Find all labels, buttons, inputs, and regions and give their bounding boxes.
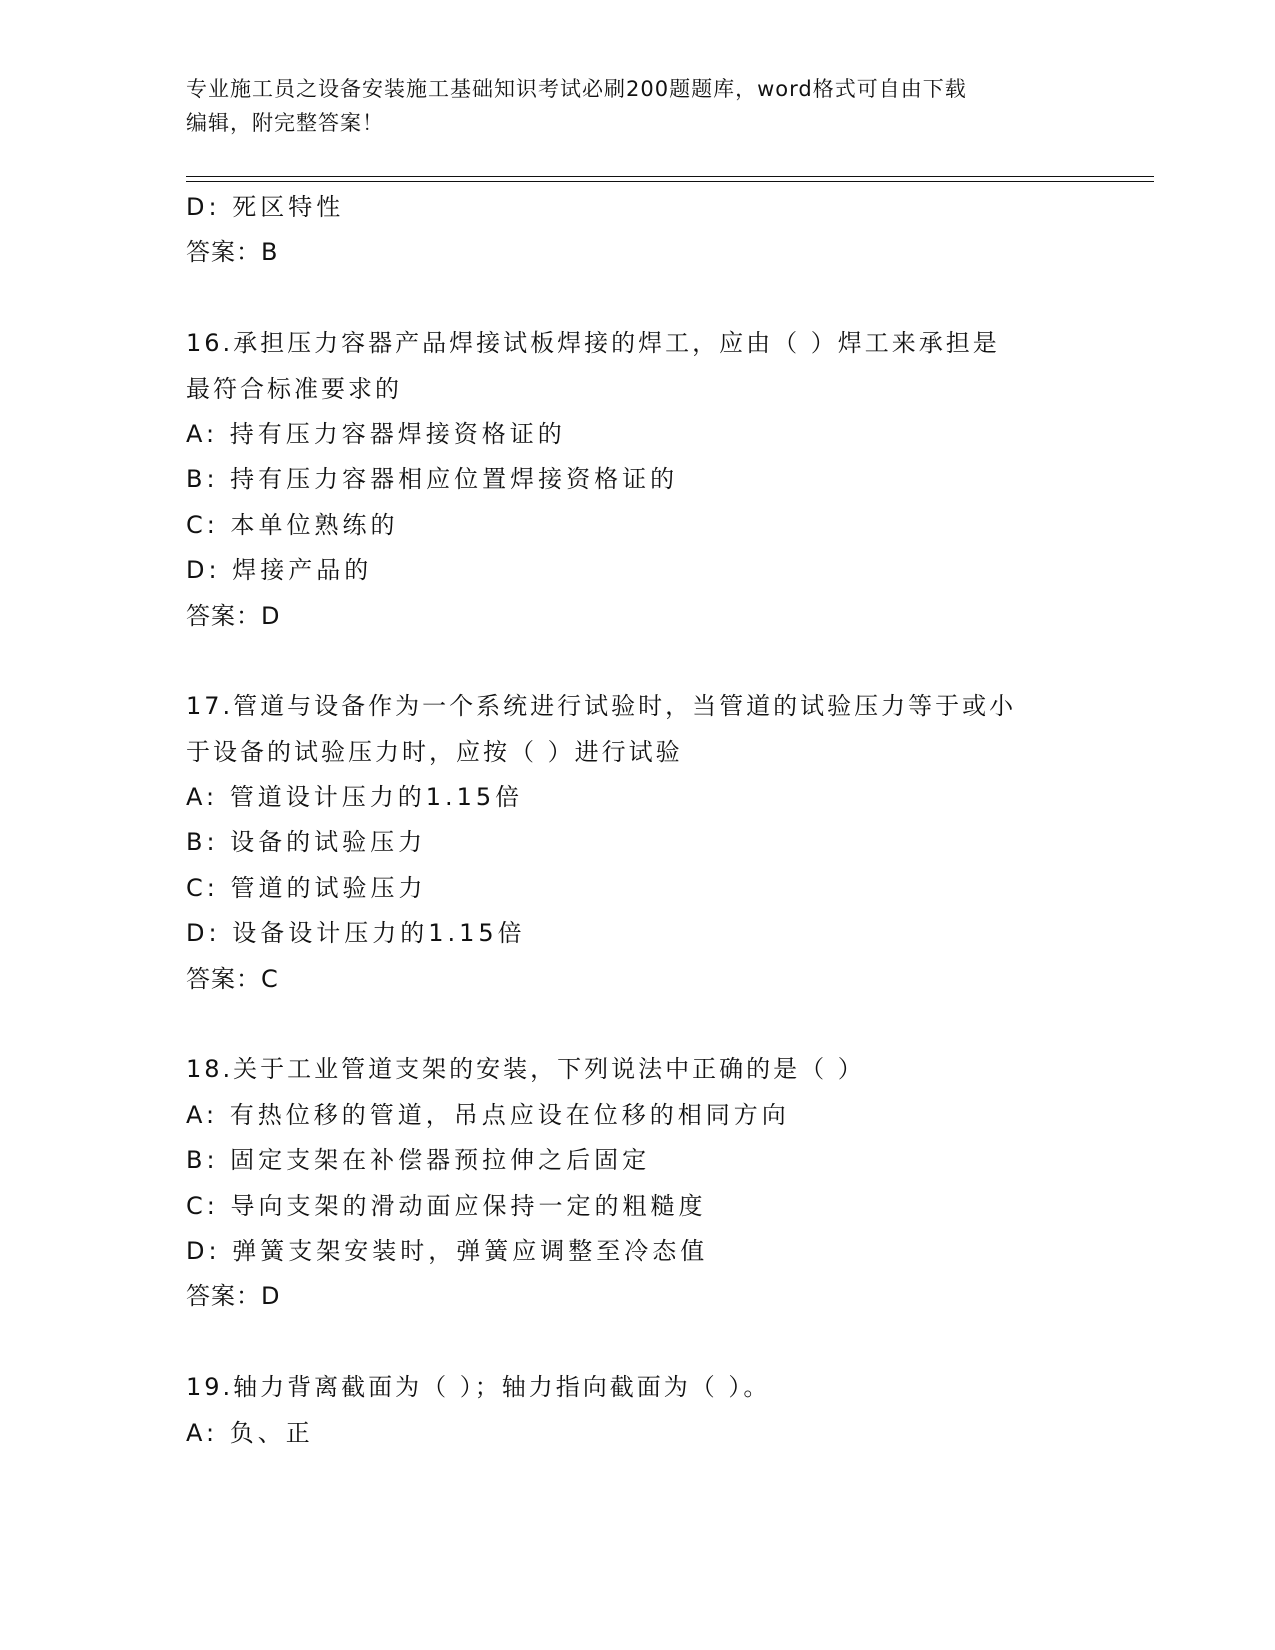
header-title-line-1: 专业施工员之设备安装施工基础知识考试必刷200题题库，word格式可自由下载: [186, 77, 967, 101]
question-stem-continued: 最符合标准要求的: [186, 374, 402, 403]
option-b: B: 持有压力容器相应位置焊接资格证的: [186, 465, 679, 494]
question-stem: 17.管道与设备作为一个系统进行试验时，当管道的试验压力等于或小: [186, 692, 1017, 721]
question-stem: 18.关于工业管道支架的安装，下列说法中正确的是（ ）: [186, 1055, 865, 1084]
option-d-carryover: D: 死区特性: [186, 193, 345, 221]
option-c: C: 本单位熟练的: [186, 510, 399, 539]
option-d: D: 设备设计压力的1.15倍: [186, 919, 526, 948]
spacer: [186, 276, 1086, 321]
question-list: [186, 185, 1086, 1456]
answer-carryover: 答案：B: [186, 238, 279, 267]
question-stem: 19.轴力背离截面为（ ）；轴力指向截面为（ ）。: [186, 1373, 771, 1402]
header-title-line-2: 编辑，附完整答案！: [186, 111, 384, 135]
header-divider-bottom: [186, 181, 1154, 182]
option-c: C: 导向支架的滑动面应保持一定的粗糙度: [186, 1191, 707, 1220]
option-b: B: 设备的试验压力: [186, 828, 427, 857]
question-stem-continued: 于设备的试验压力时，应按（ ）进行试验: [186, 737, 683, 766]
answer: 答案：D: [186, 1282, 281, 1311]
header-divider-top: [186, 176, 1154, 177]
document-header: [186, 72, 1086, 140]
option-c: C: 管道的试验压力: [186, 873, 427, 902]
option-a: A: 负、正: [186, 1418, 314, 1447]
answer: 答案：D: [186, 601, 281, 630]
question-19: [186, 1365, 1086, 1456]
option-b: B: 固定支架在补偿器预拉伸之后固定: [186, 1146, 651, 1175]
option-d: D: 焊接产品的: [186, 556, 373, 585]
option-a: A: 持有压力容器焊接资格证的: [186, 419, 566, 448]
question-stem: 16.承担压力容器产品焊接试板焊接的焊工，应由（ ）焊工来承担是: [186, 329, 1000, 358]
option-d: D: 弹簧支架安装时，弹簧应调整至冷态值: [186, 1236, 709, 1265]
question-16: [186, 321, 1086, 639]
option-a: A: 管道设计压力的1.15倍: [186, 783, 524, 812]
question-17: [186, 684, 1086, 1002]
answer: 答案：C: [186, 964, 279, 993]
spacer: [186, 1320, 1086, 1365]
question-18: [186, 1047, 1086, 1319]
option-a: A: 有热位移的管道，吊点应设在位移的相同方向: [186, 1100, 790, 1129]
spacer: [186, 1002, 1086, 1047]
spacer: [186, 639, 1086, 684]
